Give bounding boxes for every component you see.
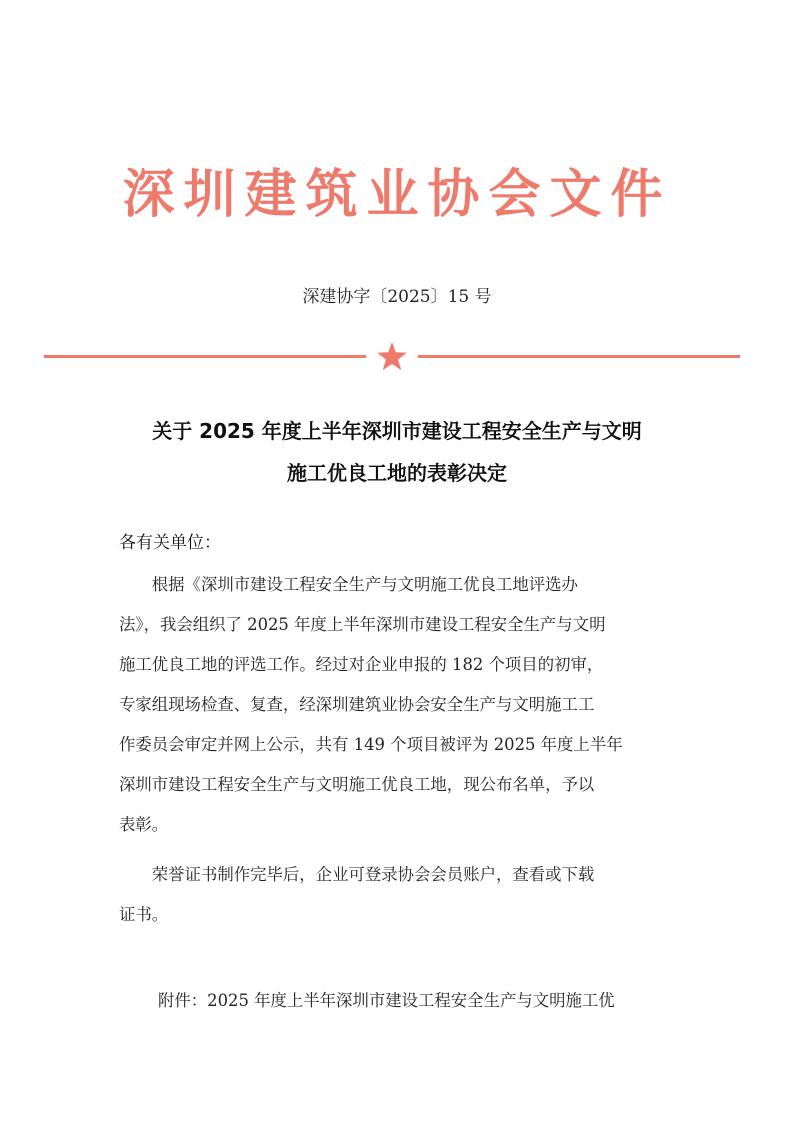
title-line: 施工优良工地的表彰决定 <box>287 461 507 485</box>
divider-line-left <box>44 355 366 358</box>
paragraph-line: 深圳市建设工程安全生产与文明施工优良工地，现公布名单，予以 <box>119 775 595 794</box>
title-line: 关于 2025 年度上半年深圳市建设工程安全生产与文明 <box>152 419 642 443</box>
body-paragraph <box>119 565 679 845</box>
paragraph-line: 荣誉证书制作完毕后，企业可登录协会会员账户，查看或下载 <box>119 865 595 884</box>
paragraph-line: 施工优良工地的评选工作。经过对企业申报的 182 个项目的初审， <box>119 655 604 674</box>
paragraph-line: 专家组现场检查、复查，经深圳建筑业协会安全生产与文明施工工 <box>119 695 595 714</box>
attachment-note: 附件：2025 年度上半年深圳市建设工程安全生产与文明施工优 <box>158 991 615 1010</box>
star-icon <box>376 341 408 373</box>
salutation: 各有关单位： <box>119 533 221 553</box>
paragraph-line: 根据《深圳市建设工程安全生产与文明施工优良工地评选办 <box>119 575 578 594</box>
divider-line-right <box>418 355 740 358</box>
document-number: 深建协字〔2025〕15 号 <box>302 287 492 307</box>
paragraph-line: 作委员会审定并网上公示，共有 149 个项目被评为 2025 年度上半年 <box>119 735 623 754</box>
paragraph-line: 表彰。 <box>119 815 169 834</box>
paragraph-line: 证书。 <box>119 905 169 924</box>
document-title <box>90 410 704 494</box>
paragraph-line: 法》，我会组织了 2025 年度上半年深圳市建设工程安全生产与文明 <box>119 615 606 634</box>
body-paragraph <box>119 855 679 935</box>
letterhead-title: 深圳建筑业协会文件 <box>122 164 672 225</box>
